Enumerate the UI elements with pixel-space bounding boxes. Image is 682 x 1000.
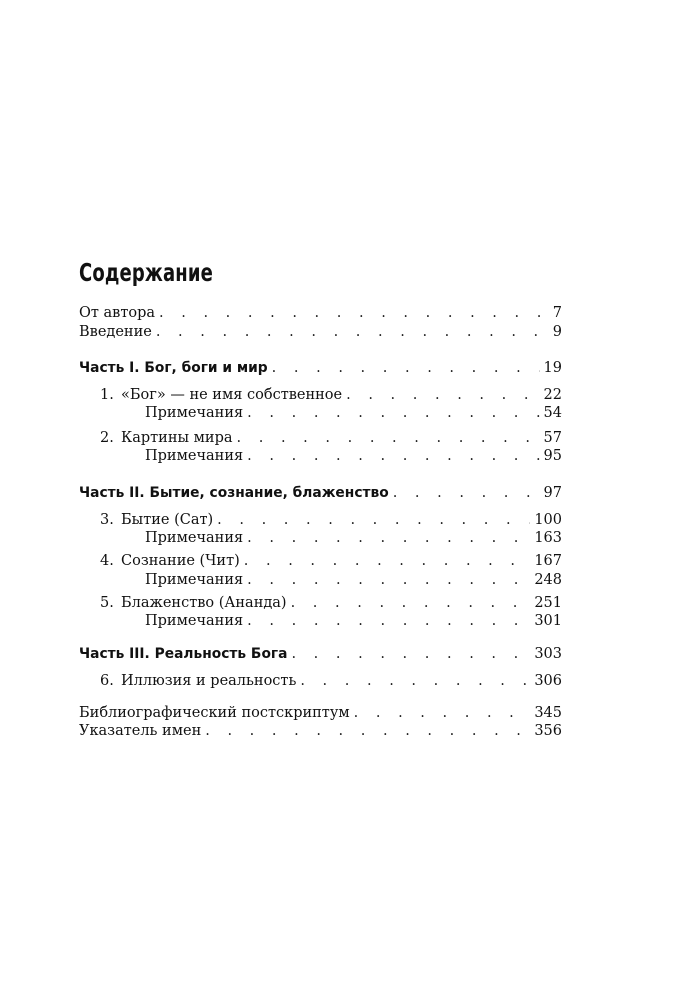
toc-entry-part-1[interactable] xyxy=(79,357,562,379)
toc-entry-notes-4[interactable] xyxy=(145,569,562,591)
toc-entry-page: 97 xyxy=(543,485,562,501)
toc-entry-label: Библиографический постскриптум xyxy=(79,705,350,721)
leader-dots xyxy=(247,445,539,467)
toc-entry-part-3[interactable] xyxy=(79,643,562,665)
toc-entry-label: Картины мира xyxy=(121,430,233,446)
leader-dots xyxy=(291,643,530,665)
toc-entry-page: 306 xyxy=(534,673,562,689)
toc-entry-label: Примечания xyxy=(145,613,244,629)
leader-dots xyxy=(300,670,530,692)
toc-entry-label: Часть I. Бог, боги и мир xyxy=(79,360,268,376)
toc-entry-page: 54 xyxy=(543,405,562,421)
leader-dots xyxy=(205,720,530,742)
toc-entry-label: Часть II. Бытие, сознание, блаженство xyxy=(79,485,389,501)
toc-entry-number: 2. xyxy=(100,430,114,446)
page-title: Содержание xyxy=(79,258,213,287)
toc-entry-label: Бытие (Сат) xyxy=(121,512,214,528)
toc-entry-page: 356 xyxy=(534,723,562,739)
toc-entry-label: От автора xyxy=(79,305,156,321)
toc-entry-notes-5[interactable] xyxy=(145,610,562,632)
toc-entry-page: 167 xyxy=(534,553,562,569)
toc-entry-page: 9 xyxy=(552,324,562,340)
toc-entry-introduction[interactable] xyxy=(79,321,562,343)
toc-entry-label: Сознание (Чит) xyxy=(121,553,240,569)
toc-entry-page: 7 xyxy=(552,305,562,321)
toc-entry-page: 22 xyxy=(543,387,562,403)
leader-dots xyxy=(247,610,530,632)
toc-entry-label: Примечания xyxy=(145,530,244,546)
toc-entry-page: 248 xyxy=(534,572,562,588)
toc-entry-label: Введение xyxy=(79,324,152,340)
toc-entry-page: 95 xyxy=(543,448,562,464)
leader-dots xyxy=(247,527,530,549)
leader-dots xyxy=(247,402,539,424)
toc-entry-page: 251 xyxy=(534,595,562,611)
toc-entry-number: 5. xyxy=(100,595,114,611)
toc-entry-page: 163 xyxy=(534,530,562,546)
leader-dots xyxy=(272,357,540,379)
toc-entry-number: 6. xyxy=(100,673,114,689)
toc-entry-label: Примечания xyxy=(145,405,244,421)
toc-entry-page: 57 xyxy=(543,430,562,446)
toc-entry-index[interactable] xyxy=(79,720,562,742)
toc-entry-chapter-6[interactable] xyxy=(100,670,562,692)
leader-dots xyxy=(156,321,549,343)
toc-entry-label: «Бог» — не имя собственное xyxy=(121,387,343,403)
toc-entry-page: 345 xyxy=(534,705,562,721)
toc-entry-number: 1. xyxy=(100,387,114,403)
toc-entry-notes-3[interactable] xyxy=(145,527,562,549)
toc-entry-part-2[interactable] xyxy=(79,482,562,504)
toc-entry-label: Указатель имен xyxy=(79,723,202,739)
toc-entry-notes-1[interactable] xyxy=(145,402,562,424)
toc-entry-label: Блаженство (Ананда) xyxy=(121,595,287,611)
toc-entry-label: Примечания xyxy=(145,572,244,588)
toc-entry-label: Иллюзия и реальность xyxy=(121,673,297,689)
toc-entry-page: 100 xyxy=(534,512,562,528)
leader-dots xyxy=(247,569,530,591)
toc-entry-notes-2[interactable] xyxy=(145,445,562,467)
toc-entry-page: 301 xyxy=(534,613,562,629)
toc-entry-number: 4. xyxy=(100,553,114,569)
toc-entry-label: Часть III. Реальность Бога xyxy=(79,646,288,662)
toc-entry-label: Примечания xyxy=(145,448,244,464)
leader-dots xyxy=(393,482,540,504)
toc-entry-number: 3. xyxy=(100,512,114,528)
toc-entry-page: 19 xyxy=(543,360,562,376)
toc-entry-page: 303 xyxy=(534,646,562,662)
